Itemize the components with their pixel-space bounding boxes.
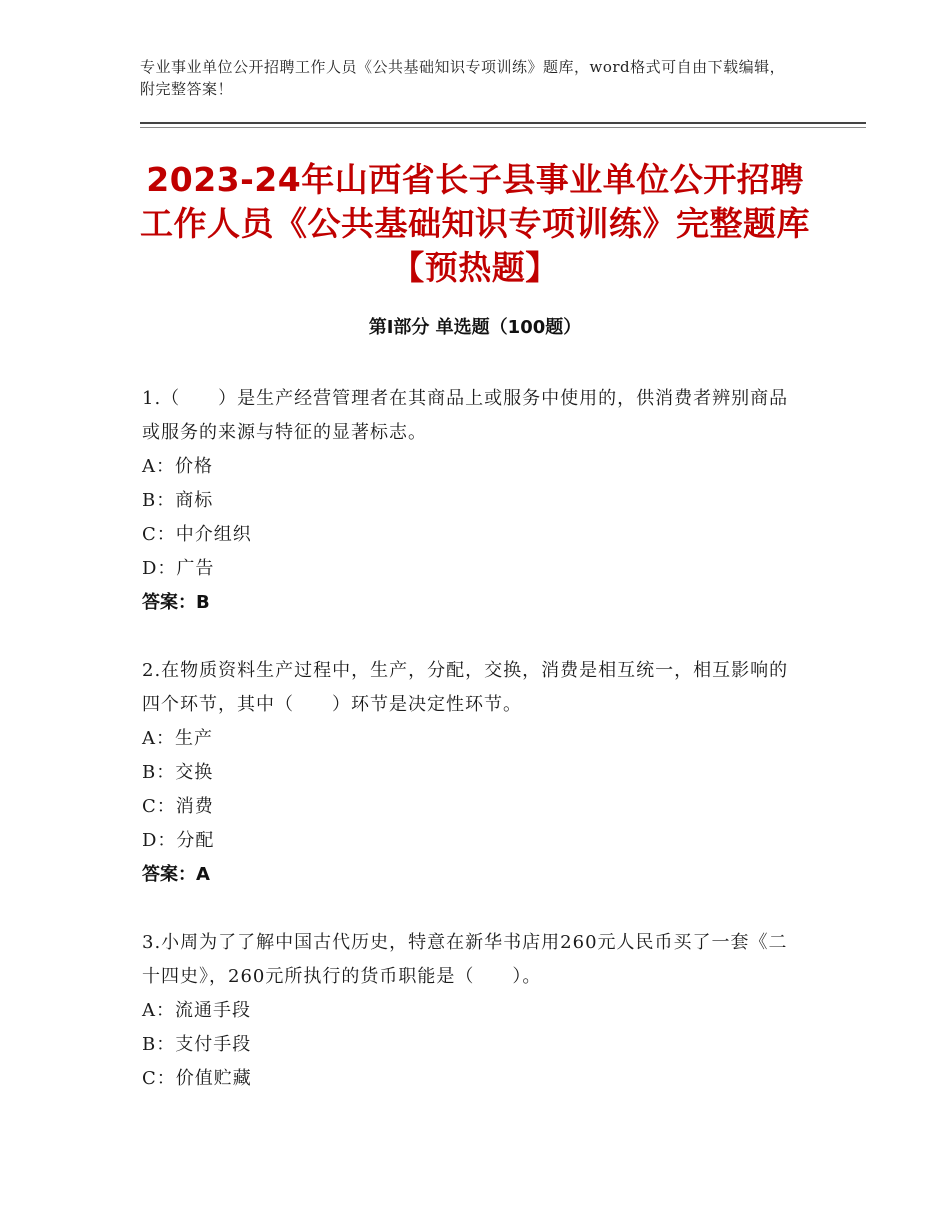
answer: 答案：B (142, 592, 210, 613)
header-rule-thick (140, 122, 866, 124)
option-a: A：生产 (142, 728, 213, 749)
option-c: C：价值贮藏 (142, 1068, 252, 1089)
option-c: C：消费 (142, 796, 214, 817)
answer: 答案：A (142, 864, 210, 885)
question-list (142, 382, 802, 1130)
header-note: 专业事业单位公开招聘工作人员《公共基础知识专项训练》题库，word格式可自由下载编辑，附完整答案！ (140, 58, 786, 98)
option-b: B：商标 (142, 490, 214, 511)
option-a: A：价格 (142, 456, 213, 477)
option-b: B：支付手段 (142, 1034, 252, 1055)
question-stem: 3.小周为了了解中国古代历史，特意在新华书店用260元人民币买了一套《二十四史》，260元所执行的货币职能是（ ）。 (142, 932, 788, 987)
question-3 (142, 926, 802, 1096)
question-stem: 1.（ ）是生产经营管理者在其商品上或服务中使用的，供消费者辨别商品或服务的来源与特征的显著标志。 (142, 388, 789, 443)
question-stem: 2.在物质资料生产过程中，生产，分配，交换，消费是相互统一，相互影响的四个环节，其中（ ）环节是决定性环节。 (142, 660, 789, 715)
option-c: C：中介组织 (142, 524, 252, 545)
option-d: D：广告 (142, 558, 215, 579)
option-b: B：交换 (142, 762, 214, 783)
header-rule-thin (140, 127, 866, 128)
document-title: 2023-24年山西省长子县事业单位公开招聘工作人员《公共基础知识专项训练》完整题库【预热题】 (140, 160, 810, 287)
section-title: 第Ⅰ部分 单选题（100题） (368, 317, 582, 338)
option-d: D：分配 (142, 830, 215, 851)
question-1 (142, 382, 802, 620)
question-2 (142, 654, 802, 892)
option-a: A：流通手段 (142, 1000, 251, 1021)
